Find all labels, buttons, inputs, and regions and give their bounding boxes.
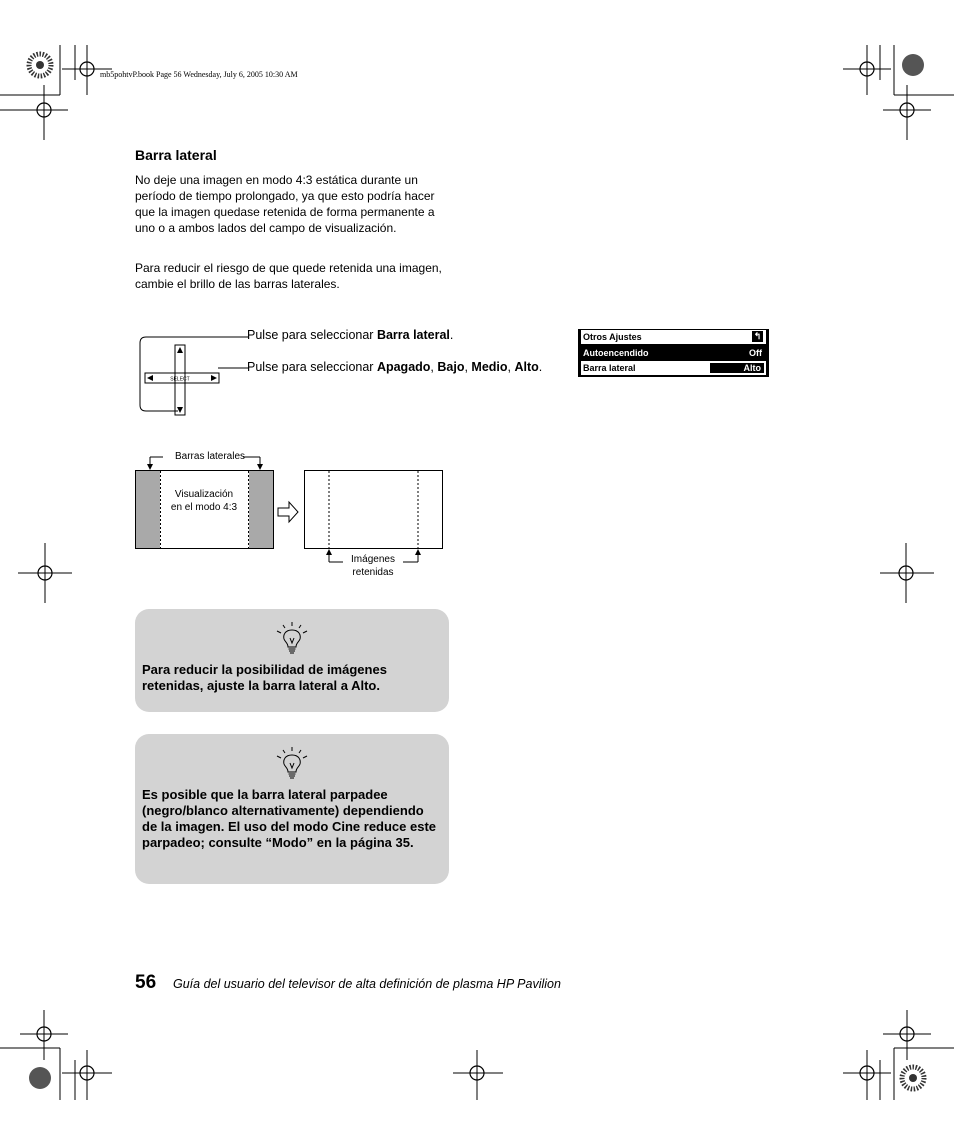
label-side-bars: Barras laterales xyxy=(174,451,246,462)
print-header: mb5pohtvP.book Page 56 Wednesday, July 6, 2005 10:30 AM xyxy=(100,70,298,79)
remote-dpad-diagram xyxy=(138,335,250,417)
page-number: 56 xyxy=(135,972,157,993)
paragraph-warning: No deje una imagen en modo 4:3 estática durante un período de tiempo prolongado, ya que esto podría hacer que la imagen quedase retenida de forma permanente a uno o a ambos lados del campo de visualización. xyxy=(135,173,435,235)
osd-row-autoencendido: Autoencendido Off xyxy=(583,348,762,358)
tip-box-2 xyxy=(135,734,449,884)
left-side-bar xyxy=(136,471,160,548)
paragraph-reduce-risk: Para reducir el riesgo de que quede retenida una imagen, cambie el brillo de las barras laterales. xyxy=(135,261,442,291)
lightbulb-icon xyxy=(274,621,310,655)
select-button-label: SELECT xyxy=(170,376,190,383)
tip-text-1: Para reducir la posibilidad de imágenes retenidas, ajuste la barra lateral a Alto. xyxy=(142,662,387,693)
instruction-select-row: Pulse para seleccionar Barra lateral. xyxy=(247,328,454,342)
label-retained-images: Imágenes retenidas xyxy=(351,554,395,578)
osd-row-barra-lateral: Barra lateral Alto xyxy=(581,361,766,375)
lightbulb-icon xyxy=(274,746,310,780)
right-side-bar xyxy=(249,471,273,548)
option-alto: Alto xyxy=(514,360,539,374)
tip-text-2: Es posible que la barra lateral parpadee (negro/blanco alternativamente) dependiendo de la imagen. El uso del modo Cine reduce este parpadeo; consulte “Modo” en la página 35. xyxy=(142,787,437,850)
guide-title: Guía del usuario del televisor de alta definición de plasma HP Pavilion xyxy=(173,977,561,991)
osd-menu xyxy=(578,329,769,377)
tip-box-1 xyxy=(135,609,449,712)
instruction-select-value: Pulse para seleccionar Apagado, Bajo, Medio, Alto. xyxy=(247,360,543,374)
osd-selected-value: Alto xyxy=(710,363,764,373)
instruction-target-barra-lateral: Barra lateral xyxy=(376,328,450,342)
option-medio: Medio xyxy=(471,360,508,374)
section-title: Barra lateral xyxy=(135,147,217,163)
option-apagado: Apagado xyxy=(376,360,431,374)
osd-menu-title: Otros Ajustes xyxy=(583,332,642,342)
osd-menu-header xyxy=(581,330,766,344)
return-icon: ↰ xyxy=(753,331,762,341)
label-display-mode: Visualización en el modo 4:3 xyxy=(170,489,238,513)
option-bajo: Bajo xyxy=(437,360,465,374)
